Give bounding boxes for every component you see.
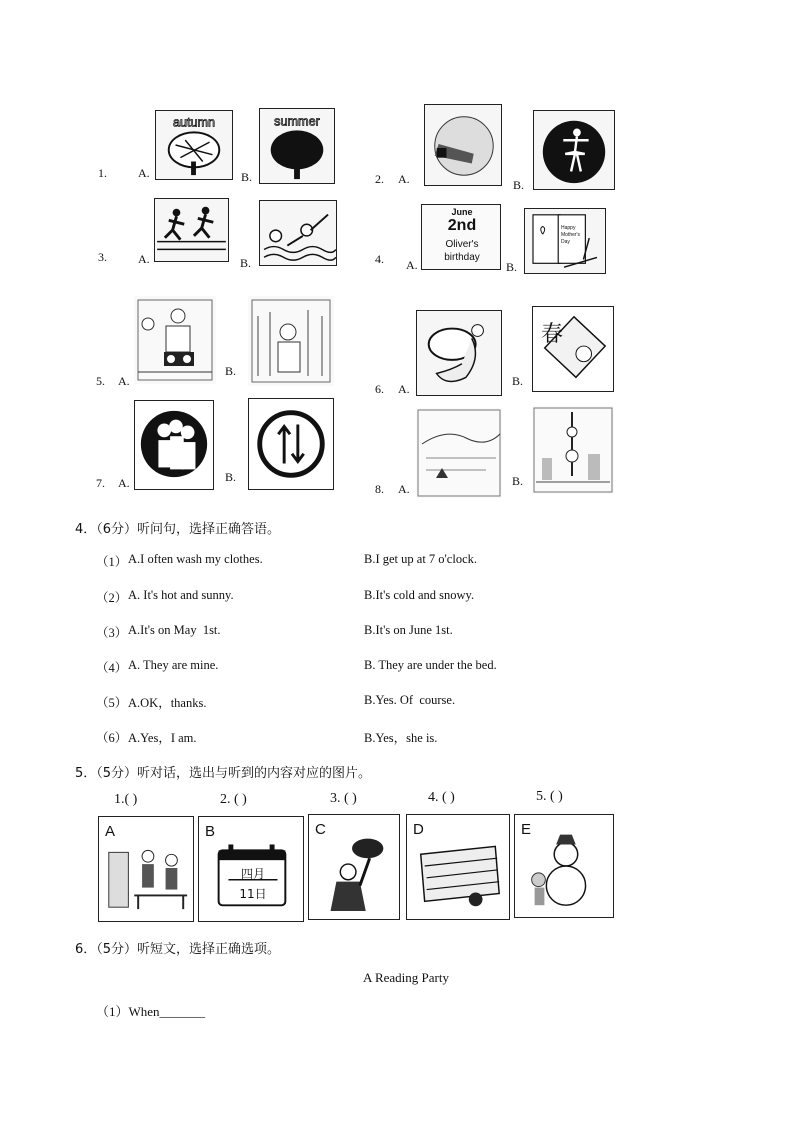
picture-d-supermarket[interactable]	[406, 814, 510, 920]
card-line: June	[451, 207, 473, 217]
option-b[interactable]: B.Yes. Of course.	[364, 693, 456, 707]
option-a-label: A.	[138, 252, 150, 266]
answer-blank-5[interactable]: 5. ( )	[536, 789, 563, 804]
picture-letter: D	[413, 821, 424, 838]
item-number: 1.	[98, 166, 107, 180]
question-6-heading: 6．（5分）听短文，选择正确选项。	[75, 942, 281, 957]
autumn-tree-picture[interactable]	[155, 110, 233, 180]
option-b[interactable]: B.Yes，she is.	[364, 731, 438, 745]
item-number: 3.	[98, 250, 107, 264]
picture-word: autumn	[172, 115, 216, 130]
west-lake-picture[interactable]	[416, 408, 502, 498]
option-b-label: B.	[513, 178, 525, 192]
picture-word: summer	[274, 114, 320, 129]
crowd-sign-picture[interactable]	[134, 400, 214, 490]
item-number: （5）	[96, 696, 128, 710]
picture-c-basketball[interactable]	[308, 814, 400, 920]
mid-autumn-picture[interactable]	[416, 310, 502, 396]
two-way-traffic-sign-picture[interactable]	[248, 398, 334, 490]
calendar-month: 四月	[240, 867, 265, 881]
card-line: Oliver's	[445, 239, 479, 250]
question-6-item-1[interactable]: （1）When_______	[96, 1004, 206, 1019]
answer-blank-3[interactable]: 3. ( )	[330, 791, 357, 806]
option-a[interactable]: A. It's hot and sunny.	[128, 588, 234, 602]
option-a-label: A.	[118, 374, 130, 388]
question-4-heading: 4．（6分）听问句，选择正确答语。	[75, 522, 281, 537]
item-number: 8.	[375, 482, 384, 496]
option-b[interactable]: B.I get up at 7 o'clock.	[364, 552, 477, 566]
picture-letter: A	[105, 823, 116, 840]
summer-tree-picture[interactable]	[259, 108, 335, 184]
option-b[interactable]: B. They are under the bed.	[364, 658, 497, 672]
option-a-label: A.	[398, 482, 410, 496]
option-a[interactable]: A.OK，thanks.	[128, 696, 207, 710]
option-b-label: B.	[225, 470, 237, 484]
swimming-picture[interactable]	[259, 200, 337, 266]
option-a-label: A.	[398, 382, 410, 396]
picture-e-snowman[interactable]	[514, 814, 614, 918]
option-a-label: A.	[398, 172, 410, 186]
item-number: 2.	[375, 172, 384, 186]
spring-festival-picture[interactable]	[532, 306, 614, 392]
item-number: （3）	[96, 626, 128, 640]
option-b[interactable]: B.It's on June 1st.	[364, 623, 453, 637]
item-number: 7.	[96, 476, 105, 490]
item-number: 6.	[375, 382, 384, 396]
option-b-label: B.	[240, 256, 252, 270]
mothers-day-card-picture[interactable]	[524, 208, 606, 274]
option-b-label: B.	[225, 364, 237, 378]
question-5-heading: 5．（5分）听对话，选出与听到的内容对应的图片。	[75, 766, 372, 781]
option-a[interactable]: A.I often wash my clothes.	[128, 552, 263, 566]
item-number: （6）	[96, 731, 128, 745]
option-b-label: B.	[506, 260, 518, 274]
picture-letter: B	[205, 823, 216, 840]
calendar-day: 11日	[239, 887, 267, 901]
passage-title: A Reading Party	[363, 970, 449, 985]
option-b-label: B.	[241, 170, 253, 184]
item-number: 4.	[375, 252, 384, 266]
picture-a-library[interactable]	[98, 816, 194, 922]
option-a-label: A.	[406, 258, 418, 272]
option-a[interactable]: A. They are mine.	[128, 658, 219, 672]
answer-blank-1[interactable]: 1.( )	[114, 792, 138, 807]
item-number: 5.	[96, 374, 105, 388]
answer-blank-4[interactable]: 4. ( )	[428, 790, 455, 805]
card-text: Happy Mother's Day	[561, 225, 581, 245]
birthday-card-picture[interactable]	[421, 204, 501, 270]
answer-blank-2[interactable]: 2. ( )	[220, 792, 247, 807]
option-a-label: A.	[118, 476, 130, 490]
card-line: 2nd	[447, 217, 477, 234]
classroom-picture[interactable]	[248, 296, 334, 386]
ballet-dancer-picture[interactable]	[533, 110, 615, 190]
sports-picture[interactable]	[424, 104, 502, 186]
option-a[interactable]: A.Yes，I am.	[128, 731, 197, 745]
item-number: （1）	[96, 555, 128, 569]
option-b[interactable]: B.It's cold and snowy.	[364, 588, 475, 602]
picture-b-calendar[interactable]	[198, 816, 304, 922]
card-line: birthday	[444, 252, 480, 263]
item-number: （2）	[96, 591, 128, 605]
shanghai-tower-picture[interactable]	[532, 406, 614, 494]
music-room-picture[interactable]	[134, 296, 216, 384]
option-b-label: B.	[512, 474, 524, 488]
option-a-label: A.	[138, 166, 150, 180]
option-a[interactable]: A.It's on May 1st.	[128, 623, 221, 637]
picture-letter: E	[521, 821, 532, 838]
item-number: （4）	[96, 661, 128, 675]
option-b-label: B.	[512, 374, 524, 388]
spring-character: 春	[541, 322, 564, 347]
picture-letter: C	[315, 821, 326, 838]
running-picture[interactable]	[154, 198, 229, 262]
